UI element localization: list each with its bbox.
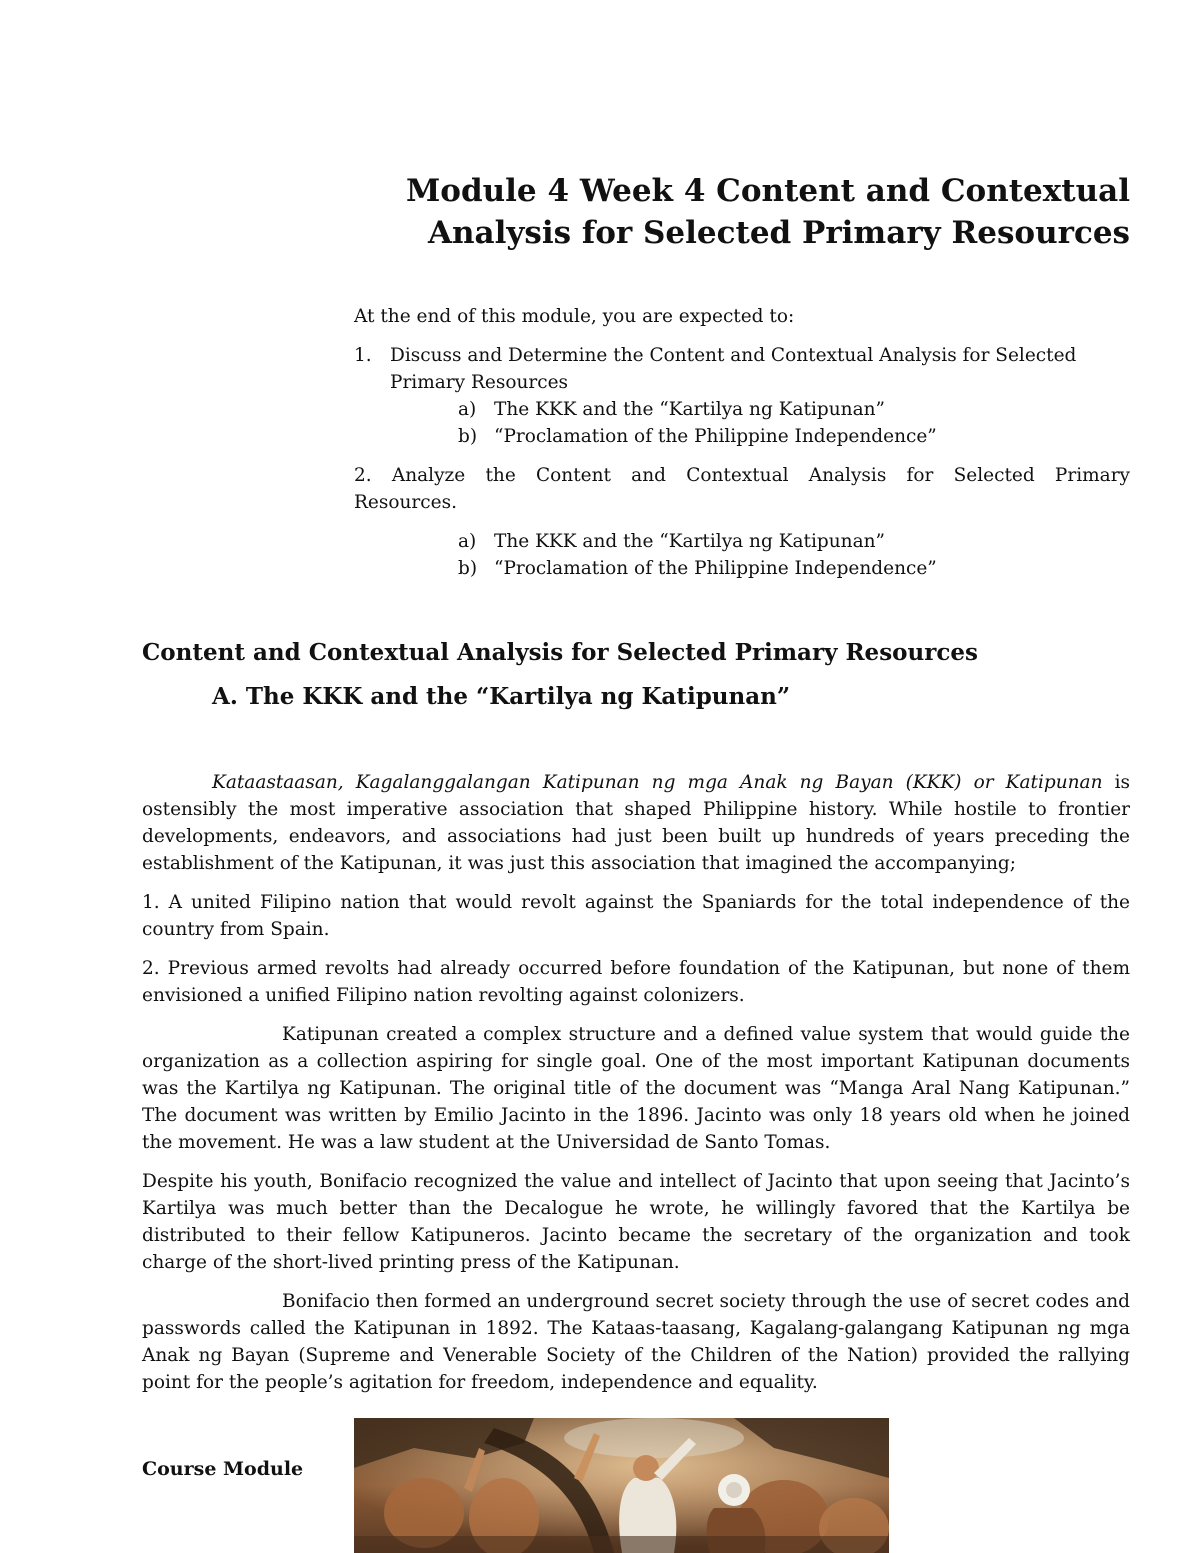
sub-item-text: “Proclamation of the Philippine Independence” xyxy=(494,558,937,579)
paragraph-4: Katipunan created a complex structure and a defined value system that would guide the organization as a collection aspiring for single goal. One of the most important Katipunan documents was the Kartilya ng Katipunan. The original title of the document was “Manga Aral Nang Katipunan.” The document was written by Emilio Jacinto in the 1896. Jacinto was only 18 years old when he joined the movement. He was a law student at the Universidad de Santo Tomas. xyxy=(142,1024,1130,1153)
paragraph-5: Despite his youth, Bonifacio recognized the value and intellect of Jacinto that upon seeing that Jacinto’s Kartilya was much better than the Decalogue he wrote, he willingly favored that the Kartilya be distributed to their fellow Katipuneros. Jacinto became the secretary of the organization and took charge of the short-lived printing press of the Katipunan. xyxy=(142,1171,1130,1273)
objective-text-line-2: Primary Resources xyxy=(390,372,569,393)
page-title xyxy=(370,170,1130,254)
objective-sub-item xyxy=(354,423,1130,450)
body-text xyxy=(142,769,1130,1408)
paragraph-2: 1. A united Filipino nation that would revolt against the Spaniards for the total independence of the country from Spain. xyxy=(142,892,1130,940)
objectives-intro: At the end of this module, you are expected to: xyxy=(354,306,795,327)
course-module-label: Course Module xyxy=(142,1458,304,1480)
sub-item-label: b) xyxy=(458,558,478,579)
sub-item-text: The KKK and the “Kartilya ng Katipunan” xyxy=(494,399,885,420)
learning-objectives xyxy=(354,303,1130,594)
objective-item-2 xyxy=(354,462,1130,582)
sub-item-label: b) xyxy=(458,426,478,447)
title-line-1: Module 4 Week 4 Content and Contextual xyxy=(405,173,1130,209)
title-line-2: Analysis for Selected Primary Resources xyxy=(427,215,1130,251)
sub-item-label: a) xyxy=(458,531,477,552)
katipunan-painting-image xyxy=(354,1418,889,1553)
paragraph-1 xyxy=(142,769,1130,877)
objective-text-line-2: Resources. xyxy=(354,492,457,513)
objective-sub-item xyxy=(354,528,1130,555)
objective-number: 1. xyxy=(354,345,372,366)
paragraph-3: 2. Previous armed revolts had already occurred before foundation of the Katipunan, but none of them envisioned a unified Filipino nation revolting against colonizers. xyxy=(142,958,1130,1006)
objective-item-1 xyxy=(354,342,1130,450)
section-subheading: A. The KKK and the “Kartilya ng Katipunan” xyxy=(212,683,791,710)
objective-sub-item xyxy=(354,396,1130,423)
objective-sub-item xyxy=(354,555,1130,582)
section-heading: Content and Contextual Analysis for Selected Primary Resources xyxy=(142,639,978,666)
paragraph-6: Bonifacio then formed an underground secret society through the use of secret codes and passwords called the Katipunan in 1892. The Kataas-taasang, Kagalang-galangang Katipunan ng mga Anak ng Bayan (Supreme and Venerable Society of the Children of the Nation) provided the rallying point for the people’s agitation for freedom, independence and equality. xyxy=(142,1291,1130,1393)
sub-item-text: “Proclamation of the Philippine Independence” xyxy=(494,426,937,447)
sub-item-label: a) xyxy=(458,399,477,420)
paragraph-1-rest: is ostensibly the most imperative association that shaped Philippine history. While hostile to frontier developments, endeavors, and associations had just been built up hundreds of years preceding the establishment of the Katipunan, it was just this association that imagined the accompanying; xyxy=(142,772,1130,874)
paragraph-1-italic: Kataastaasan, Kagalanggalangan Katipunan ng mga Anak ng Bayan (KKK) or Katipunan xyxy=(212,772,1103,793)
objective-text-line-1: Discuss and Determine the Content and Contextual Analysis for Selected xyxy=(390,345,1077,366)
sub-item-text: The KKK and the “Kartilya ng Katipunan” xyxy=(494,531,885,552)
objective-text-line-1: 2. Analyze the Content and Contextual Analysis for Selected Primary xyxy=(354,465,1130,486)
